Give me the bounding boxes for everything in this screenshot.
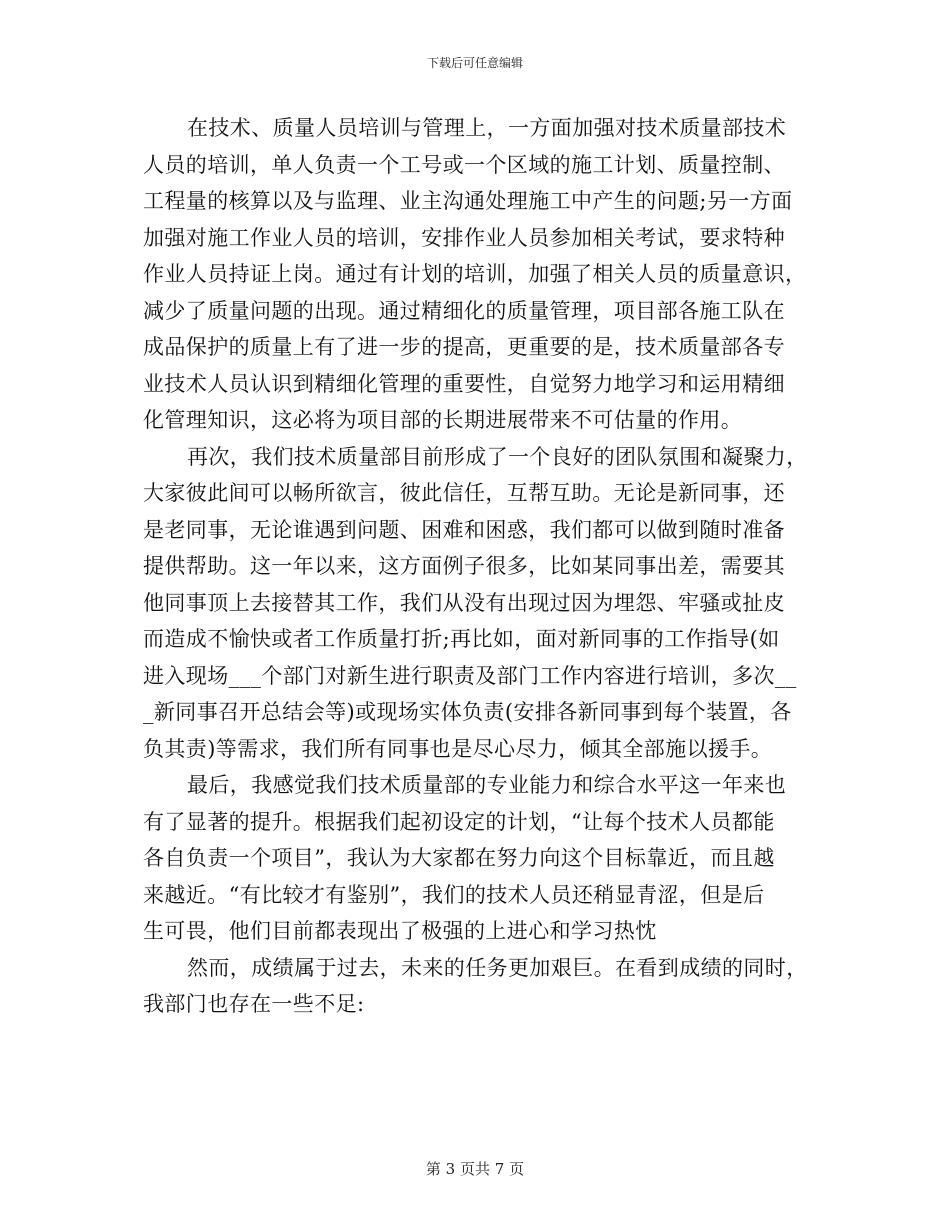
page-footer: 第 3 页共 7 页 [425,1160,525,1178]
text-line: 业技术人员认识到精细化管理的重要性，自觉努力地学习和运用精细 [143,371,785,396]
text-line: 各自负责一个项目”，我认为大家都在努力向这个目标靠近，而且越 [143,846,775,870]
document-body [143,110,807,1023]
text-line: 作业人员持证上岗。通过有计划的培训，加强了相关人员的质量意识， [143,262,807,286]
text-line: 成品保护的质量上有了进一步的提高，更重要的是，技术质量部各专 [143,335,785,359]
text-line: 工程量的核算以及与监理、业主沟通处理施工中产生的问题;另一方面 [143,189,793,213]
text-line: 在技术、质量人员培训与管理上，一方面加强对技术质量部技术 [187,116,787,140]
text-line: 提供帮助。这一年以来，这方面例子很多，比如某同事出差，需要其 [143,554,785,578]
text-line: 最后，我感觉我们技术质量部的专业能力和综合水平这一年来也 [187,773,787,797]
text-line: 而造成不愉快或者工作质量打折;再比如，面对新同事的工作指导(如 [143,627,780,651]
text-line: 负其责)等需求，我们所有同事也是尽心尽力，倾其全部施以援手。 [143,736,773,761]
text-line: 再次，我们技术质量部目前形成了一个良好的团队氛围和凝聚力， [187,444,808,469]
text-line: 有了显著的提升。根据我们起初设定的计划，“让每个技术人员都能 [143,809,775,834]
text-line: 来越近。“有比较才有鉴别”，我们的技术人员还稍显青涩，但是后 [143,882,765,907]
text-line: 进入现场___个部门对新生进行职责及部门工作内容进行培训，多次__ [143,663,797,688]
text-line: 加强对施工作业人员的培训，安排作业人员参加相关考试，要求特种 [143,225,785,250]
text-line: 人员的培训，单人负责一个工号或一个区域的施工计划、质量控制、 [143,152,785,177]
text-line: 化管理知识，这必将为项目部的长期进展带来不可估量的作用。 [143,408,743,432]
page-header: 下载后可任意编辑 [426,56,523,70]
text-line: 我部门也存在一些不足: [143,992,365,1016]
text-line: 是老同事，无论谁遇到问题、困难和困惑，我们都可以做到随时准备 [143,517,785,542]
text-line: 大家彼此间可以畅所欲言，彼此信任，互帮互助。无论是新同事，还 [143,481,785,505]
text-line: 他同事顶上去接替其工作，我们从没有出现过因为埋怨、牢骚或扯皮 [143,590,785,615]
text-line: 然而，成绩属于过去，未来的任务更加艰巨。在看到成绩的同时， [187,955,808,980]
text-line: 减少了质量问题的出现。通过精细化的质量管理，项目部各施工队在 [143,298,785,323]
text-line: 生可畏，他们目前都表现出了极强的上进心和学习热忱 [143,919,657,943]
text-line: _新同事召开总结会等)或现场实体负责(安排各新同事到每个装置，各 [143,700,792,724]
